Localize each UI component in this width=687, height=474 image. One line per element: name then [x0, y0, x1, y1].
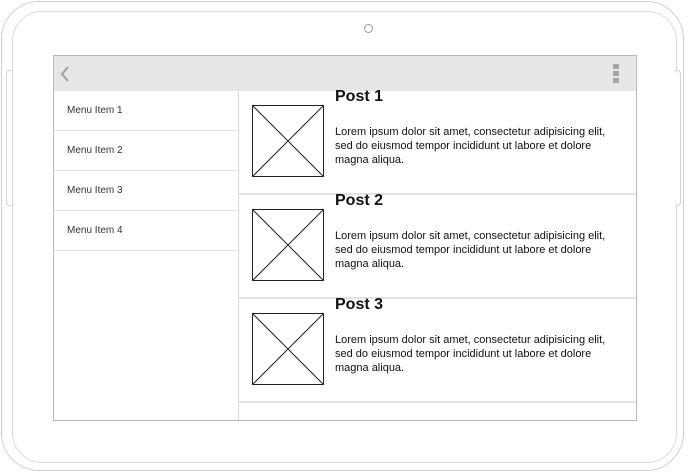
image-placeholder-icon [252, 313, 324, 385]
post-title: Post 3 [335, 296, 384, 313]
sidebar-item-1[interactable]: Menu Item 1 [54, 91, 238, 131]
more-options-button[interactable] [610, 63, 622, 85]
post-card[interactable] [239, 296, 636, 403]
tablet-screen [53, 55, 637, 421]
tablet-side-button-left [6, 70, 12, 206]
sidebar-item-4[interactable]: Menu Item 4 [54, 211, 238, 251]
chevron-left-icon [57, 64, 73, 84]
post-title: Post 1 [335, 88, 384, 105]
app-bar [54, 56, 636, 91]
sidebar-menu [54, 91, 239, 421]
image-placeholder-icon [252, 105, 324, 177]
post-card[interactable] [239, 88, 636, 195]
vertical-dots-icon [613, 64, 619, 69]
tablet-side-button-right [675, 70, 681, 206]
post-list [239, 88, 636, 421]
sidebar-item-2[interactable]: Menu Item 2 [54, 131, 238, 171]
camera-icon [364, 24, 373, 33]
post-divider [239, 401, 636, 403]
vertical-dots-icon [613, 78, 619, 83]
sidebar-item-3[interactable]: Menu Item 3 [54, 171, 238, 211]
post-title: Post 2 [335, 192, 384, 209]
back-button[interactable] [57, 64, 73, 84]
post-body: Lorem ipsum dolor sit amet, consectetur adipisicing elit, sed do eiusmod tempor incididunt ut labore et dolore magna aliqua. [335, 126, 606, 166]
image-placeholder-icon [252, 209, 324, 281]
post-card[interactable] [239, 192, 636, 299]
post-body: Lorem ipsum dolor sit amet, consectetur adipisicing elit, sed do eiusmod tempor incididunt ut labore et dolore magna aliqua. [335, 334, 606, 374]
post-body: Lorem ipsum dolor sit amet, consectetur adipisicing elit, sed do eiusmod tempor incididunt ut labore et dolore magna aliqua. [335, 230, 606, 270]
vertical-dots-icon [613, 71, 619, 76]
